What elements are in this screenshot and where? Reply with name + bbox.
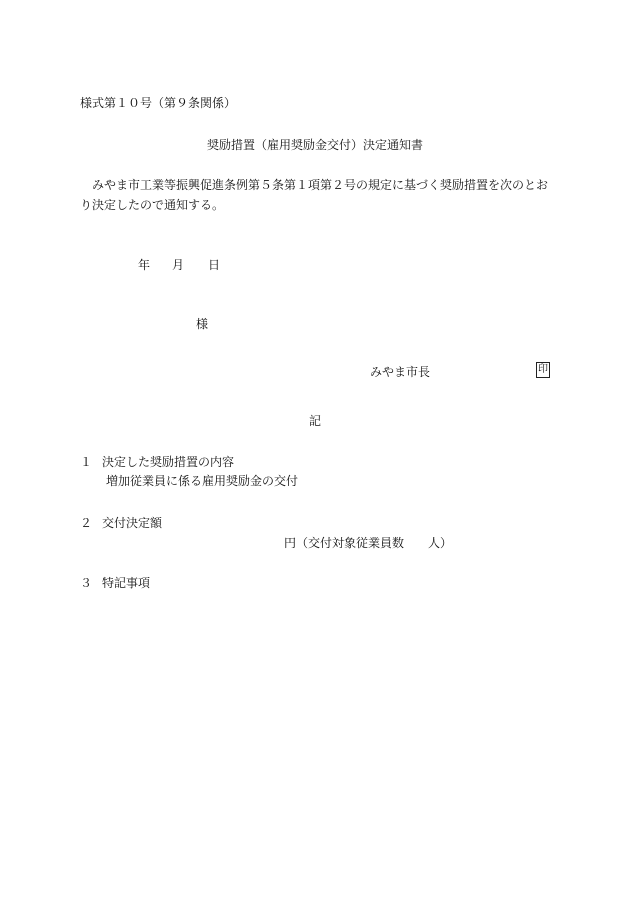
item-3-label: 特記事項 [102,576,151,590]
document-title: 奨励措置（雇用奨励金交付）決定通知書 [206,138,423,152]
item-3-number: ３ [80,576,93,590]
item-2-content-suffix: 人） [428,536,453,550]
month-label: 月 [172,258,185,272]
issuer-name: みやま市長 [370,365,431,379]
body-text: みやま市工業等振興促進条例第５条第１項第２号の規定に基づく奨励措置を次のとおり決定したので通知する。 [80,178,549,212]
item-2-heading [80,515,162,531]
item-1-content: 増加従業員に係る雇用奨励金の交付 [106,474,299,488]
item-1-label: 決定した奨励措置の内容 [102,455,235,469]
item-1-heading [80,454,234,470]
addressee-suffix: 様 [196,317,209,331]
form-number: 様式第１０号（第９条関係） [80,96,237,110]
item-2-label: 交付決定額 [102,516,163,530]
item-2-number: ２ [80,516,93,530]
ki-heading: 記 [308,414,321,428]
seal-icon: 印 [536,362,550,378]
item-2-content-prefix: 円（交付対象従業員数 [284,536,405,550]
item-3-heading [80,575,150,591]
day-label: 日 [208,258,221,272]
item-1-number: １ [80,455,93,469]
date-line [138,257,220,273]
year-label: 年 [138,258,151,272]
item-2-content [284,535,452,551]
